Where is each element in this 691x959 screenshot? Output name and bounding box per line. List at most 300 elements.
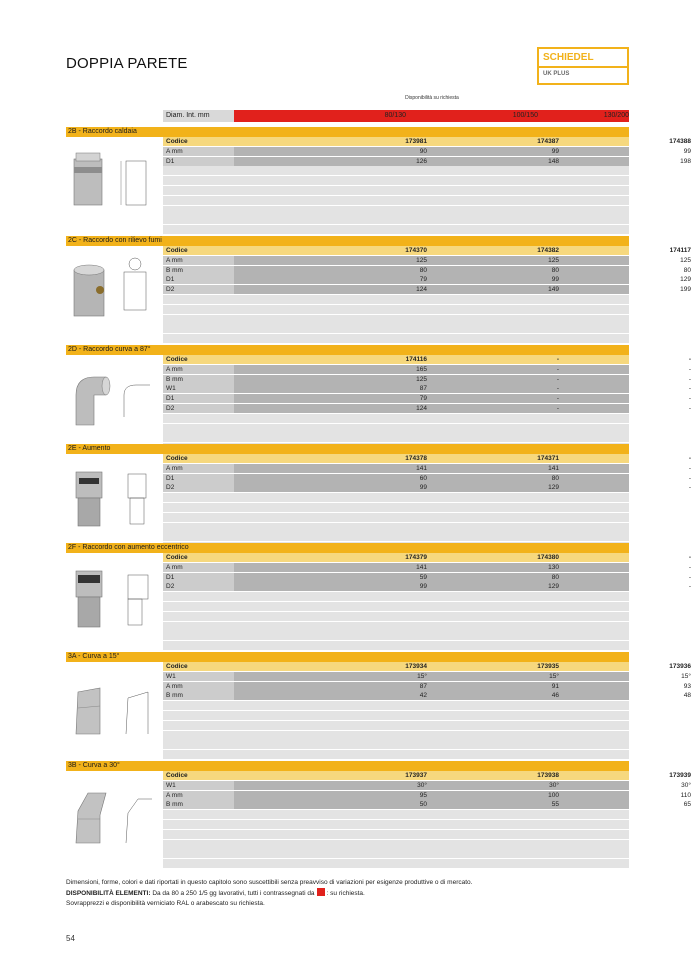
row-label: Codice (163, 246, 234, 255)
value-cell: 174382 (537, 247, 559, 254)
code-row (163, 553, 691, 562)
value-cell: 165 (416, 365, 427, 373)
row-label (163, 631, 234, 640)
row-values (234, 612, 629, 621)
row-label: Codice (163, 454, 234, 463)
diameter-col-2: 100/150 (512, 112, 538, 119)
row-label: B mm (163, 266, 234, 275)
empty-row (163, 305, 629, 314)
spec-row (163, 781, 691, 790)
row-label: D1 (163, 394, 234, 403)
row-label: Codice (163, 771, 234, 780)
row-values (234, 404, 691, 413)
row-label (163, 830, 234, 839)
value-cell: - (688, 583, 691, 591)
empty-row (163, 820, 629, 829)
row-values (234, 394, 691, 403)
row-values (234, 840, 629, 849)
row-values (234, 573, 691, 582)
row-label (163, 840, 234, 849)
page-title: DOPPIA PARETE (66, 55, 188, 72)
spec-row (163, 285, 691, 294)
row-values (234, 454, 691, 463)
row-label (163, 215, 234, 224)
row-label: A mm (163, 791, 234, 800)
row-values (234, 592, 629, 601)
value-cell: 80 (419, 266, 427, 274)
row-values (234, 582, 691, 591)
row-label: Codice (163, 553, 234, 562)
value-cell: 59 (419, 573, 427, 581)
value-cell: - (688, 554, 691, 561)
row-label: D1 (163, 573, 234, 582)
row-values (234, 513, 629, 522)
product-drawing-image (66, 246, 163, 331)
empty-row (163, 196, 629, 205)
row-label (163, 315, 234, 324)
row-values (234, 166, 629, 175)
value-cell: - (688, 385, 691, 393)
spec-row (163, 563, 691, 572)
row-label (163, 641, 234, 650)
row-values (234, 275, 691, 284)
row-values (234, 315, 629, 324)
row-values (234, 731, 629, 740)
empty-row (163, 731, 629, 740)
empty-row (163, 523, 629, 532)
spec-table (163, 771, 691, 869)
empty-row (163, 324, 629, 333)
code-row (163, 454, 691, 463)
row-label: D1 (163, 275, 234, 284)
row-values (234, 324, 629, 333)
page-number: 54 (66, 934, 75, 943)
row-label: A mm (163, 563, 234, 572)
value-cell: 15° (681, 672, 691, 680)
value-cell: 87 (419, 385, 427, 393)
row-values (234, 225, 629, 234)
row-values (234, 532, 629, 541)
row-values (234, 641, 629, 650)
value-cell: 87 (419, 682, 427, 690)
value-cell: 174117 (669, 247, 691, 254)
value-cell: 79 (419, 395, 427, 403)
product-drawing-image (66, 355, 163, 440)
value-cell: 174388 (669, 138, 691, 145)
value-cell: 80 (551, 474, 559, 482)
row-values (234, 464, 691, 473)
row-values (234, 849, 629, 858)
row-label (163, 305, 234, 314)
empty-row (163, 849, 629, 858)
diameter-header-label: Diam. Int. mm (163, 110, 234, 122)
row-label: D1 (163, 157, 234, 166)
product-drawing-image (66, 662, 163, 747)
value-cell: 15° (549, 672, 559, 680)
empty-row (163, 641, 629, 650)
value-cell: - (688, 464, 691, 472)
value-cell: 90 (419, 147, 427, 155)
empty-row (163, 701, 629, 710)
row-values (234, 701, 629, 710)
row-label (163, 859, 234, 868)
value-cell: 30° (417, 781, 427, 789)
row-label (163, 711, 234, 720)
value-cell: 174371 (537, 455, 559, 462)
empty-row (163, 215, 629, 224)
value-cell: 46 (551, 692, 559, 700)
diameter-header-row (163, 110, 629, 122)
value-cell: 149 (548, 286, 559, 294)
row-values (234, 285, 691, 294)
row-label (163, 166, 234, 175)
row-label (163, 849, 234, 858)
row-values (234, 433, 629, 442)
value-cell: 99 (551, 147, 559, 155)
value-cell: - (688, 573, 691, 581)
row-label (163, 186, 234, 195)
value-cell: 174116 (405, 356, 427, 363)
empty-row (163, 612, 629, 621)
row-values (234, 791, 691, 800)
value-cell: 173981 (405, 138, 427, 145)
row-values (234, 147, 691, 156)
row-label (163, 295, 234, 304)
row-label: D2 (163, 483, 234, 492)
diameter-header-values (234, 110, 629, 122)
diameter-col-1: 80/130 (384, 112, 406, 119)
value-cell: - (688, 356, 691, 363)
footer-availability-suffix: : su richiesta. (326, 890, 365, 897)
row-label (163, 493, 234, 502)
row-label (163, 334, 234, 343)
value-cell: 99 (683, 147, 691, 155)
empty-row (163, 433, 629, 442)
spec-row (163, 800, 691, 809)
value-cell: - (688, 563, 691, 571)
row-label: A mm (163, 464, 234, 473)
value-cell: 130 (548, 563, 559, 571)
empty-row (163, 493, 629, 502)
availability-note: Disponibilità su richiesta (405, 95, 459, 101)
row-values (234, 691, 691, 700)
value-cell: 100 (548, 791, 559, 799)
value-cell: 95 (419, 791, 427, 799)
value-cell: 50 (419, 801, 427, 809)
row-values (234, 602, 629, 611)
row-values (234, 384, 691, 393)
row-label (163, 206, 234, 215)
logo-brand: SCHIEDEL (539, 49, 627, 68)
value-cell: 129 (548, 484, 559, 492)
row-values (234, 682, 691, 691)
row-values (234, 740, 629, 749)
value-cell: - (556, 395, 559, 403)
row-label (163, 424, 234, 433)
spec-row (163, 275, 691, 284)
row-label (163, 513, 234, 522)
row-values (234, 334, 629, 343)
row-label: Codice (163, 137, 234, 146)
code-row (163, 662, 691, 671)
value-cell: 79 (419, 276, 427, 284)
code-row (163, 137, 691, 146)
row-values (234, 622, 629, 631)
empty-row (163, 166, 629, 175)
row-values (234, 711, 629, 720)
value-cell: 80 (551, 573, 559, 581)
row-values (234, 215, 629, 224)
spec-row (163, 691, 691, 700)
value-cell: 173939 (669, 772, 691, 779)
row-label (163, 324, 234, 333)
row-label: W1 (163, 781, 234, 790)
row-values (234, 355, 691, 364)
row-label (163, 612, 234, 621)
row-values (234, 553, 691, 562)
value-cell: 99 (419, 583, 427, 591)
value-cell: - (688, 375, 691, 383)
value-cell: 129 (680, 276, 691, 284)
value-cell: - (688, 474, 691, 482)
row-values (234, 810, 629, 819)
empty-row (163, 295, 629, 304)
empty-row (163, 414, 629, 423)
empty-row (163, 334, 629, 343)
value-cell: - (556, 365, 559, 373)
value-cell: 125 (548, 256, 559, 264)
value-cell: 55 (551, 801, 559, 809)
spec-row (163, 147, 691, 156)
spec-row (163, 394, 691, 403)
row-label (163, 602, 234, 611)
value-cell: 174370 (405, 247, 427, 254)
value-cell: 173935 (537, 663, 559, 670)
value-cell: 42 (419, 692, 427, 700)
row-values (234, 266, 691, 275)
row-label (163, 196, 234, 205)
value-cell: 80 (551, 266, 559, 274)
empty-row (163, 859, 629, 868)
value-cell: 99 (551, 276, 559, 284)
spec-row (163, 682, 691, 691)
section-title: 2C - Raccordo con rilievo fumi (66, 236, 629, 246)
value-cell: 141 (416, 563, 427, 571)
row-values (234, 830, 629, 839)
section-title: 3B - Curva a 30° (66, 761, 629, 771)
row-values (234, 721, 629, 730)
spec-row (163, 375, 691, 384)
value-cell: 148 (548, 157, 559, 165)
row-values (234, 503, 629, 512)
code-row (163, 246, 691, 255)
empty-row (163, 503, 629, 512)
empty-row (163, 602, 629, 611)
row-values (234, 137, 691, 146)
spec-row (163, 384, 691, 393)
section-title: 2E - Aumento (66, 444, 629, 454)
spec-row (163, 791, 691, 800)
row-label (163, 740, 234, 749)
value-cell: 141 (416, 464, 427, 472)
value-cell: 174379 (405, 554, 427, 561)
row-label: Codice (163, 662, 234, 671)
code-row (163, 355, 691, 364)
row-label: B mm (163, 800, 234, 809)
row-label (163, 810, 234, 819)
value-cell: 125 (416, 256, 427, 264)
row-label: B mm (163, 375, 234, 384)
row-label (163, 433, 234, 442)
value-cell: 173937 (405, 772, 427, 779)
row-label (163, 532, 234, 541)
row-label: D1 (163, 474, 234, 483)
spec-row (163, 157, 691, 166)
spec-row (163, 464, 691, 473)
empty-row (163, 740, 629, 749)
row-values (234, 800, 691, 809)
section-title: 3A - Curva a 15° (66, 652, 629, 662)
empty-row (163, 592, 629, 601)
section-title: 2F - Raccordo con aumento eccentrico (66, 543, 629, 553)
row-label (163, 225, 234, 234)
row-values (234, 206, 629, 215)
product-drawing-image (66, 553, 163, 638)
row-values (234, 672, 691, 681)
row-values (234, 859, 629, 868)
spec-row (163, 573, 691, 582)
empty-row (163, 532, 629, 541)
spec-table (163, 553, 691, 651)
value-cell: 199 (680, 286, 691, 294)
value-cell: - (688, 455, 691, 462)
row-label: D2 (163, 285, 234, 294)
row-values (234, 771, 691, 780)
row-values (234, 246, 691, 255)
row-label (163, 592, 234, 601)
footer-line-3: Sovrapprezzi e disponibilità verniciato RAL o arabescato su richiesta. (66, 900, 265, 907)
value-cell: 141 (548, 464, 559, 472)
row-values (234, 750, 629, 759)
spec-row (163, 672, 691, 681)
value-cell: 125 (680, 256, 691, 264)
row-label (163, 731, 234, 740)
row-values (234, 820, 629, 829)
row-label: W1 (163, 384, 234, 393)
spec-row (163, 256, 691, 265)
row-values (234, 186, 629, 195)
value-cell: 174378 (405, 455, 427, 462)
value-cell: - (688, 404, 691, 412)
row-label (163, 176, 234, 185)
value-cell: 125 (416, 375, 427, 383)
row-values (234, 493, 629, 502)
spec-row (163, 404, 691, 413)
value-cell: 30° (681, 781, 691, 789)
empty-row (163, 186, 629, 195)
row-values (234, 424, 629, 433)
footer-line-1: Dimensioni, forme, colori e dati riportati in questo capitolo sono suscettibili senza preavviso di variazioni per esigenze produttive o di mercato. (66, 879, 473, 886)
row-label (163, 414, 234, 423)
value-cell: 174387 (537, 138, 559, 145)
empty-row (163, 206, 629, 215)
empty-row (163, 631, 629, 640)
value-cell: 129 (548, 583, 559, 591)
row-values (234, 295, 629, 304)
spec-row (163, 483, 691, 492)
section-title: 2D - Raccordo curva a 87° (66, 345, 629, 355)
value-cell: - (688, 484, 691, 492)
row-label (163, 820, 234, 829)
footer-notes (66, 878, 626, 909)
value-cell: 99 (419, 484, 427, 492)
logo-subtitle: UK PLUS (543, 71, 570, 77)
spec-table (163, 246, 691, 344)
row-values (234, 483, 691, 492)
row-values (234, 305, 629, 314)
spec-table (163, 355, 691, 453)
spec-row (163, 474, 691, 483)
section-title: 2B - Raccordo caldaia (66, 127, 629, 137)
row-values (234, 662, 691, 671)
value-cell: 198 (680, 157, 691, 165)
empty-row (163, 424, 629, 433)
value-cell: - (556, 385, 559, 393)
value-cell: 174380 (537, 554, 559, 561)
row-label (163, 750, 234, 759)
value-cell: 80 (683, 266, 691, 274)
value-cell: 124 (416, 404, 427, 412)
value-cell: - (556, 375, 559, 383)
value-cell: - (556, 356, 559, 363)
value-cell: 126 (416, 157, 427, 165)
row-values (234, 196, 629, 205)
row-label (163, 701, 234, 710)
empty-row (163, 225, 629, 234)
empty-row (163, 721, 629, 730)
row-values (234, 365, 691, 374)
diameter-col-3: 130/200 (603, 112, 629, 119)
row-label: A mm (163, 365, 234, 374)
empty-row (163, 176, 629, 185)
empty-row (163, 810, 629, 819)
row-label: W1 (163, 672, 234, 681)
value-cell: 173938 (537, 772, 559, 779)
product-drawing-image (66, 454, 163, 539)
value-cell: 65 (683, 801, 691, 809)
row-label: D2 (163, 404, 234, 413)
value-cell: 124 (416, 286, 427, 294)
value-cell: 30° (549, 781, 559, 789)
row-label: D2 (163, 582, 234, 591)
row-label (163, 622, 234, 631)
value-cell: 48 (683, 692, 691, 700)
spec-table (163, 662, 691, 760)
value-cell: 15° (417, 672, 427, 680)
empty-row (163, 622, 629, 631)
footer-availability-label: DISPONIBILITÀ ELEMENTI: (66, 890, 151, 897)
row-values (234, 781, 691, 790)
empty-row (163, 711, 629, 720)
row-values (234, 474, 691, 483)
empty-row (163, 830, 629, 839)
row-label (163, 503, 234, 512)
spec-row (163, 266, 691, 275)
value-cell: - (556, 404, 559, 412)
schiedel-logo (537, 47, 629, 85)
empty-row (163, 315, 629, 324)
value-cell: 60 (419, 474, 427, 482)
